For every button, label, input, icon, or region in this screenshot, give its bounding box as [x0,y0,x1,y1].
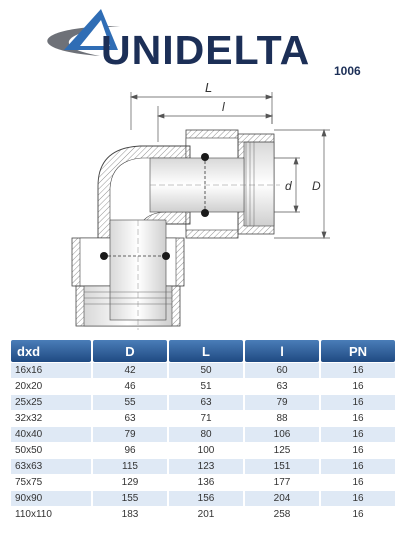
table-row [11,443,395,458]
table-cell: 42 [93,363,167,378]
table-cell: 50x50 [11,443,91,458]
dim-label-L: L [205,80,213,95]
unidelta-logo [0,0,401,80]
table-cell: 79 [93,427,167,442]
table-cell: 16 [321,411,395,426]
column-header: D [93,340,167,362]
table-cell: 90x90 [11,491,91,506]
dim-label-d: d [285,179,292,193]
table-cell: 129 [93,475,167,490]
table-cell: 151 [245,459,319,474]
column-header: PN [321,340,395,362]
elbow-fitting-drawing [0,78,401,336]
table-cell: 32x32 [11,411,91,426]
table-row [11,475,395,490]
table-row [11,411,395,426]
table-row [11,507,395,522]
table-cell: 88 [245,411,319,426]
table-cell: 16 [321,507,395,522]
dim-label-l: l [222,100,225,114]
o-ring [162,252,170,260]
table-cell: 16x16 [11,363,91,378]
table-cell: 71 [169,411,243,426]
dimension-D [274,130,330,238]
column-header: l [245,340,319,362]
table-cell: 50 [169,363,243,378]
table-cell: 183 [93,507,167,522]
table-cell: 16 [321,491,395,506]
table-body [11,363,395,522]
table-cell: 155 [93,491,167,506]
table-cell: 96 [93,443,167,458]
table-cell: 46 [93,379,167,394]
table-cell: 123 [169,459,243,474]
table-cell: 125 [245,443,319,458]
table-cell: 60 [245,363,319,378]
table-row [11,491,395,506]
table-cell: 16 [321,443,395,458]
table-row [11,395,395,410]
table-cell: 40x40 [11,427,91,442]
table-cell: 16 [321,395,395,410]
table-cell: 63 [245,379,319,394]
table-cell: 136 [169,475,243,490]
table-cell: 204 [245,491,319,506]
table-cell: 110x110 [11,507,91,522]
dim-label-D: D [312,179,321,193]
spec-table [9,339,397,523]
product-code: 1006 [334,64,361,78]
dimension-L [131,92,272,130]
table-cell: 115 [93,459,167,474]
table-cell: 75x75 [11,475,91,490]
table-cell: 16 [321,475,395,490]
o-ring [201,153,209,161]
table-row [11,459,395,474]
table-cell: 51 [169,379,243,394]
column-header: dxd [11,340,91,362]
table-row [11,379,395,394]
table-cell: 16 [321,379,395,394]
table-cell: 201 [169,507,243,522]
table-cell: 258 [245,507,319,522]
table-cell: 79 [245,395,319,410]
table-cell: 63x63 [11,459,91,474]
column-header: L [169,340,243,362]
table-cell: 25x25 [11,395,91,410]
table-cell: 20x20 [11,379,91,394]
brand-name: UNIDELTA [101,27,311,73]
table-header-row [11,340,395,362]
o-ring [201,209,209,217]
table-cell: 156 [169,491,243,506]
table-cell: 80 [169,427,243,442]
table-cell: 55 [93,395,167,410]
table-cell: 177 [245,475,319,490]
table-cell: 106 [245,427,319,442]
table-cell: 16 [321,363,395,378]
o-ring [100,252,108,260]
table-cell: 16 [321,427,395,442]
table-cell: 63 [93,411,167,426]
table-cell: 100 [169,443,243,458]
table-row [11,363,395,378]
table-cell: 16 [321,459,395,474]
table-cell: 63 [169,395,243,410]
table-row [11,427,395,442]
